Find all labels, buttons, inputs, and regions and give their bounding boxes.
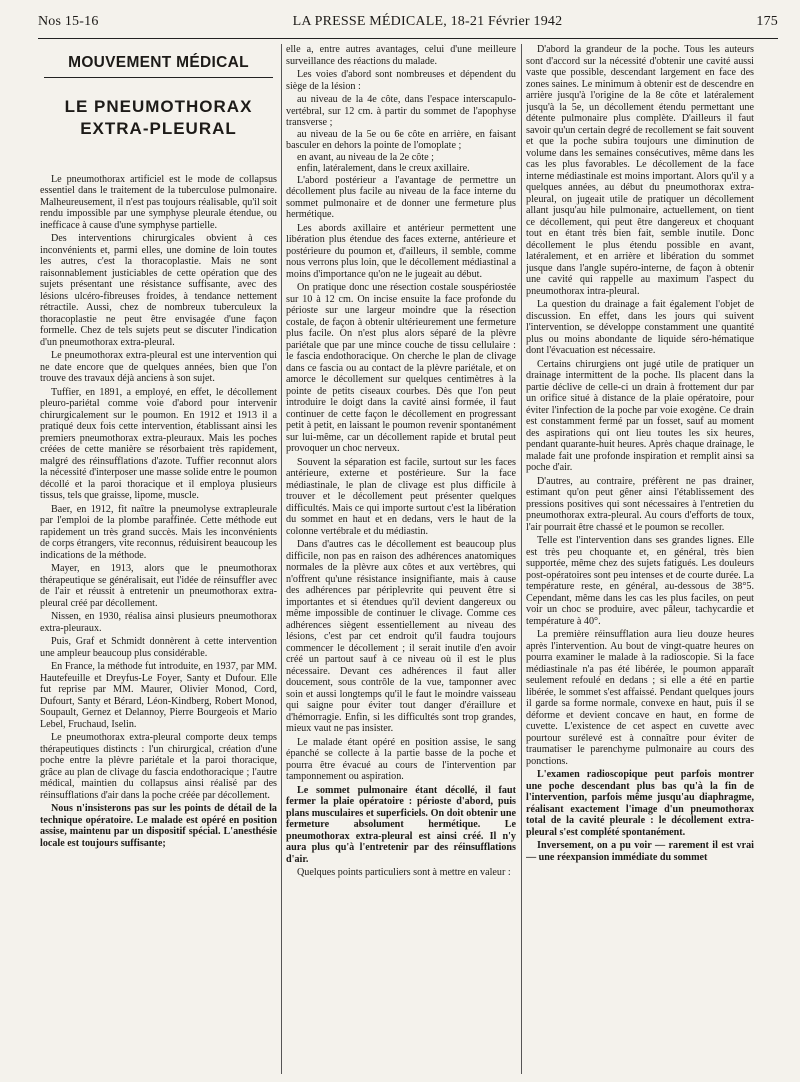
list-item: enfin, latéralement, dans le creux axillaire. (297, 163, 470, 174)
paragraph: Nissen, en 1930, réalisa ainsi plusieurs pneumothorax extra-pleuraux. (40, 611, 277, 634)
paragraph: Dans d'autres cas le décollement est beaucoup plus difficile, non pas en raison des adhérences anatomiques normales de la plèvre aux côtes et aux vertèbres, qui n'offrent qu'une résistance insignifiante, mais à cause des adhérences par périplevrite qui peuvent être si importantes et si étendues qu'il devient dangereux ou même impossible de continuer le clivage. Comme ces adhérences siègent essentiellement au niveau des lésions, c'est par cet endroit qu'il faudra toujours commencer le décollement ; il serait inutile d'en avoir créé un partout sauf à ce niveau où il est le plus nécessaire. Devant ces adhérences il faut aller doucement, sous contrôle de la vue, tamponner avec soin et aussi longtemps qu'il le faut le moindre vaisseau qui saigne pour éviter tout danger d'éraillure et d'hémorragie. Enfin, si les difficultés sont trop grandes, mieux vaut ne pas insister. (286, 539, 516, 734)
paragraph: On pratique donc une résection costale souspériostée sur 10 à 12 cm. On incise ensuite la face profonde du périoste sur une largeur moindre que la résection costale, de façon à obtenir ultérieurement une fermeture plus facile. On n'est plus alors séparé de la plèvre pariétale que par une mince couche de tissu cellulaire : le fascia endothoracique. On cherche le plan de clivage dans ce fascia ou au contact de la plèvre pariétale, et on amorce le décollement sur quelques centimètres à la pointe de petits ciseaux courbes. Dès que l'on peut introduire le doigt dans la cavité ainsi formée, il faut continuer de cette façon le décollement en progressant petit à petit, en laissant le poumon revenir spontanément sur lui-même, car un décollement rapide et brutal peut provoquer un choc nerveux. (286, 282, 516, 454)
paragraph: La question du drainage a fait également l'objet de discussion. En effet, dans les jours qui suivent l'intervention, se développe constamment une quantité plus ou moins abondante de liquide séro-hématique dont l'évacuation est nécessaire. (526, 299, 754, 356)
paragraph: Quelques points particuliers sont à mettre en valeur : (297, 867, 511, 878)
paragraph: Le sommet pulmonaire étant décollé, il faut fermer la plaie opératoire : périoste d'abord, puis plans musculaires et superficiels. On doit obtenir une fermeture absolument hermétique. Le pneumothorax extra-pleural est ainsi créé. Il n'y aura plus qu'à l'entretenir par des réinsufflations d'air. (286, 784, 516, 865)
paragraph: Nous n'insisterons pas sur les points de détail de la technique opératoire. Le malade est opéré en position assise, maintenu par un dispositif spécial. L'anesthésie locale est toujours suffisante; (40, 803, 277, 849)
paragraph: Le pneumothorax extra-pleural comporte deux temps thérapeutiques distincts : l'un chirurgical, création d'une poche entre la plèvre pariétale et la paroi thoracique, grâce au plan de clivage du fascia endothoracique ; l'autre médical, maintien du collapsus ainsi réalisé par des réinsufflations d'air dans la poche créée par décollement. (40, 732, 277, 801)
paragraph: Puis, Graf et Schmidt donnèrent à cette intervention une ampleur beaucoup plus considérable. (40, 636, 277, 659)
paragraph: L'examen radioscopique peut parfois montrer une poche descendant plus bas qu'à la fin de l'intervention, parfois même jusqu'au diaphragme, réalisant exactement l'image d'un pneumothorax total de la cavité pleurale : le décollement extra-pleural s'est complété spontanément. (526, 769, 754, 838)
paragraph: L'abord postérieur a l'avantage de permettre un décollement plus facile au niveau de la face interne du sommet pulmonaire et de donner une fermeture plus hermétique. (286, 174, 516, 220)
list-item: au niveau de la 4e côte, dans l'espace interscapulo-vertébral, sur 12 cm. à partir du sommet de l'apophyse transverse ; (286, 94, 516, 128)
column-divider (281, 44, 282, 1074)
paragraph: Telle est l'intervention dans ses grandes lignes. Elle est très peu choquante et, en général, très bien supportée, même chez des sujets fatigués. Les douleurs post-opératoires sont peu intenses et de courte durée. La température reste, en général, au-dessous de 38°5. Cependant, même dans les cas les plus faciles, on peut voir un choc se produire, avec pâleur, tachycardie et température à 40°. (526, 535, 754, 627)
paragraph: Souvent la séparation est facile, surtout sur les faces antérieure, externe et postérieure. Sur la face médiastinale, le plan de clivage est plus difficile à trouver et le décollement peut présenter quelques difficultés. Mais ce qui importe surtout c'est la libération du sommet en haut et en dedans, vers le haut de la colonne vertébrale et du médiastin. (286, 456, 516, 537)
paragraph: D'autres, au contraire, préfèrent ne pas drainer, estimant qu'on peut gêner ainsi l'établissement des pressions positives qui sont nécessaires à l'entretien du pneumothorax extra-pleural. Au cours d'efforts de toux, l'air pourrait être chassé et le poumon se recoller. (526, 475, 754, 533)
paragraph: Certains chirurgiens ont jugé utile de pratiquer un drainage intermittent de la poche. Ils placent dans la partie déclive de celle-ci un drain à frottement dur par un orifice situé à distance de la plaie opératoire, pour éviter l'infection de la poche par voie exogène. Ce drain est constamment fermé par un fosset, sauf au moment des aspirations qui ont lieu toutes les six heures, pendant quarante-huit heures. Après chaque drainage, le malade fait une profonde inspiration et remplit ainsi sa poche d'air. (526, 358, 754, 473)
column-1 (40, 44, 277, 1074)
section-rule (44, 77, 273, 78)
paragraph: Inversement, on a pu voir — rarement il est vrai — une réexpansion immédiate du sommet (526, 840, 754, 863)
page-header (38, 14, 778, 36)
paragraph: Les abords axillaire et antérieur permettent une libération plus étendue des faces externe, antérieure et postérieure du poumon et, d'ailleurs, il semble, comme nous verrons plus loin, que le décollement médiastinal a moins d'importance qu'on ne le jugeait au début. (286, 222, 516, 280)
list-item: en avant, au niveau de la 2e côte ; (297, 151, 434, 163)
section-title: MOUVEMENT MÉDICAL (68, 54, 249, 71)
list-item: au niveau de la 5e ou 6e côte en arrière, en faisant basculer en dehors la pointe de l'omoplate ; (286, 128, 516, 151)
paragraph: Des interventions chirurgicales obvient à ces inconvénients et, parmi elles, une domine de loin toutes les autres, c'est la thoracoplastie. Mais ne sont raisonnablement justiciables de cette opération que des sujets présentant une résistance suffisante, avec des lésions ulcéro-fibreuses froides, à tendance nettement rétractile. Aussi, chez de nombreux tuberculeux la thoracoplastie ne peut être envisagée d'une façon formelle. Chez de tels sujets peut se discuter l'indication d'un pneumothorax extra-pleural. (40, 233, 277, 348)
paragraph: Les voies d'abord sont nombreuses et dépendent du siège de la lésion : (286, 69, 516, 92)
column-3 (526, 44, 754, 1074)
article-title-line-2: EXTRA-PLEURAL (80, 118, 237, 138)
paragraph: La première réinsufflation aura lieu douze heures après l'intervention. Au bout de vingt-quatre heures on pourra examiner le malade à la radioscopie. Si la face médiastinale n'a pas été libérée, le poumon apparaît seulement refoulé en dedans ; si elle a été en partie libérée, le sommet s'est affaissé. Pendant quelques jours il garde sa forme normale, convexe en haut, puis il se déforme et devient concave en haut, en forme de cuvette. L'existence de cet aspect en cuvette avec pourtour surélevé est à connaître pour éviter de traumatiser le parenchyme pulmonaire au cours des ponctions. (526, 629, 754, 767)
paragraph: elle a, entre autres avantages, celui d'une meilleure surveillance des réactions du malade. (286, 44, 516, 67)
header-rule (38, 38, 778, 39)
issue-number: Nos 15-16 (38, 14, 99, 29)
paragraph: Le malade étant opéré en position assise, le sang épanché se collecte à la partie basse de la poche et pourra être évacué au cours de l'intervention par tamponnement ou aspiration. (286, 736, 516, 782)
column-2 (286, 44, 516, 1074)
article-title-line-1: LE PNEUMOTHORAX (64, 96, 253, 116)
paragraph: Le pneumothorax extra-pleural est une intervention qui ne date encore que de quelques années, bien que l'on trouve des travaux déjà anciens à son sujet. (40, 350, 277, 384)
paragraph: Mayer, en 1913, alors que le pneumothorax thérapeutique se généralisait, eut l'idée de réinsuffler avec de l'air et réussit à entretenir un pneumothorax extra-pleural créé par décollement. (40, 563, 277, 609)
article-title (40, 96, 277, 140)
paragraph: D'abord la grandeur de la poche. Tous les auteurs sont d'accord sur la nécessité d'obtenir une cavité aussi vaste que possible, descendant largement en face des zones saines. Le minimum à obtenir est de descendre en arrière jusqu'à l'origine de la 8e côte et latéralement jusqu'à la 5e, un décollement étendu permettant une détente pulmonaire plus complète. D'ailleurs il faut savoir qu'un certain degré de recollement se fait souvent et que la poche subira toujours une diminution de volume dans les semaines consécutives, même dans les cas les plus favorables. Le décollement de la face interne médiastinale est moins important. Alors qu'il y a quelques années, au début du pneumothorax extra-pleural, on jugeait utile de pratiquer un décollement allant jusqu'au hile pulmonaire, actuellement, on tient ce décollement, qui peut être dangereux et choquant tout en étant très bien fait, semble inutile. Donc décollement le plus étendu possible en avant, latéralement, et en arrière et libération du sommet jusque dans l'angle supéro-interne, de façon à obtenir une cavité qui rappelle au maximum l'aspect du pneumothorax intra-pleural. (526, 44, 754, 297)
column-divider (521, 44, 522, 1074)
paragraph: Le pneumothorax artificiel est le mode de collapsus essentiel dans le traitement de la tuberculose pulmonaire. Malheureusement, il n'est pas toujours réalisable, qu'il soit rendu impossible par une symphyse pleurale étendue, ou inefficace à cause d'une symphyse partielle. (40, 173, 277, 231)
paragraph: Tuffier, en 1891, a employé, en effet, le décollement pleuro-pariétal comme voie d'abord pour intervenir chirurgicalement sur le poumon. En 1912 et 1913 il a pratiqué deux fois cette intervention, établissant ainsi les premiers pneumothorax extra-pleuraux. Mais les poches créées de cette manière se résorbaient très rapidement, malgré des réinsufflations d'azote. Tuffier reconnut alors la nécessité d'interposer une masse solide entre le poumon décollé et la paroi thoracique et il employa plusieurs tissus, tels que graisse, lipome, muscle. (40, 386, 277, 501)
paragraph: En France, la méthode fut introduite, en 1937, par MM. Hautefeuille et Dreyfus-Le Foyer, Santy et Dufour. Elle fut reprise par MM. Maurer, Olivier Monod, Cord, Dufourt, Santy et Bérard, Léon-Kindberg, Robert Monod, Soupault, Gernez et Delannoy, Pierre Bourgeois et Mario Lebel, Fruchaud, Iselin. (40, 661, 277, 730)
page-number: 175 (756, 14, 778, 29)
paragraph: Baer, en 1912, fit naître la pneumolyse extrapleurale par l'emploi de la plombe paraffinée. Cette méthode eut rapidement un très grand succès. Mais les inconvénients de corps étrangers, vite reconnus, réduisirent beaucoup les indications de la méthode. (40, 503, 277, 561)
journal-title-date: LA PRESSE MÉDICALE, 18-21 Février 1942 (292, 14, 563, 29)
